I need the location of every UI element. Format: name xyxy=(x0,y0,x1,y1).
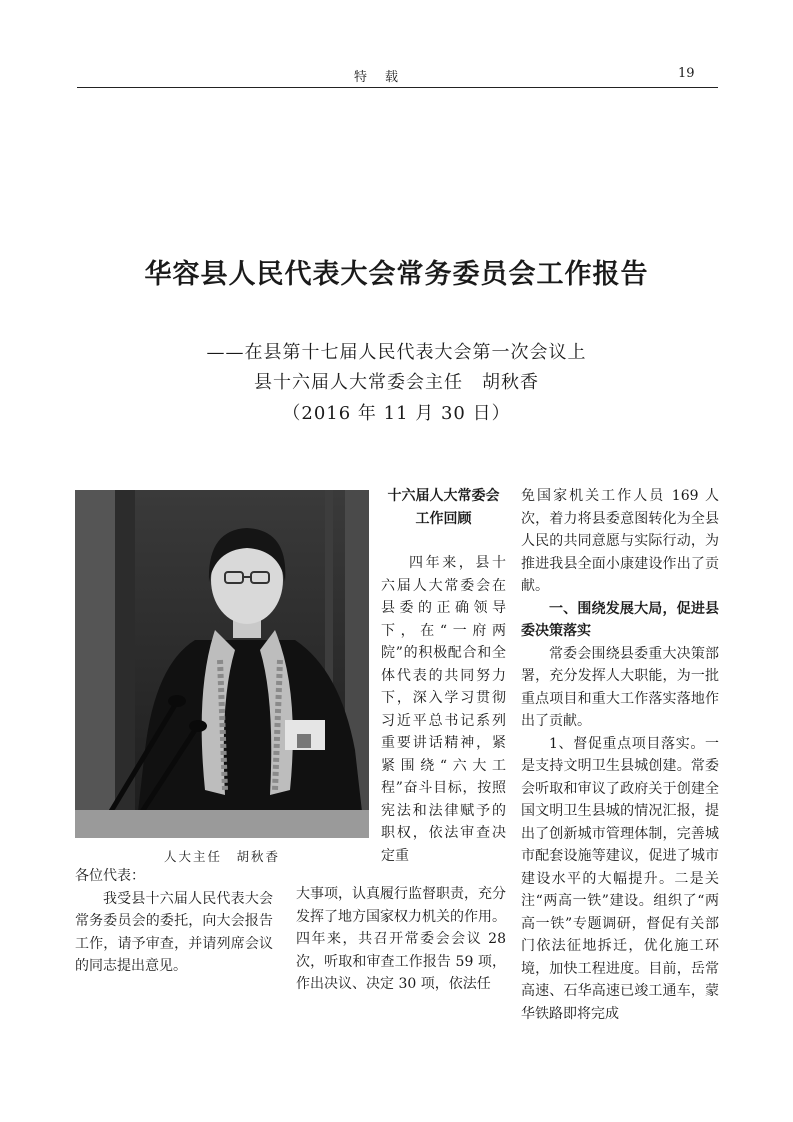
speaker-photo xyxy=(75,490,369,838)
column-right xyxy=(521,485,719,1025)
photo-caption: 人大主任 胡秋香 xyxy=(163,849,280,864)
greeting: 各位代表： xyxy=(75,868,145,884)
subtitle-date: （2016 年 11 月 30 日） xyxy=(282,403,511,424)
review-paragraph: 四年来，县十六届人大常委会在县委的正确领导下，在“一府两院”的积极配合和全体代表的共同努力下，深入学习贯彻习近平总书记系列重要讲话精神，紧紧围绕“六大工程”奋斗目标，按照宪法和法律赋予的职权，依法审查决定重 xyxy=(381,555,506,864)
review-paragraph-end: 免国家机关工作人员 169 人次，着力将县委意图转化为全县人民的共同意愿与实际行动，为推进我县全面小康建设作出了贡献。 xyxy=(521,488,719,594)
section1-heading: 一、围绕发展大局，促进县委决策落实 xyxy=(521,600,719,639)
column-middle-upper xyxy=(381,485,506,867)
section-heading-line2: 工作回顾 xyxy=(415,510,472,527)
section1-item1: 1、督促重点项目落实。一是支持文明卫生县城创建。常委会听取和审议了政府关于创建全国文明卫生县城的情况汇报，提出了创新城市管理体制，完善城市配套设施等建议，促进了城市建设水平的大幅提升。二是关注“两高一铁”建设。组织了“两高一铁”专题调研，督促有关部门依法征地拆迁，优化施工环境，加快工程进度。目前，岳常高速、石华高速已竣工通车，蒙华铁路即将完成 xyxy=(521,735,719,1022)
section-heading: 十六届人大常委会 xyxy=(387,488,500,504)
running-header-section: 特载 xyxy=(353,70,416,85)
header-divider xyxy=(77,87,718,88)
article-title: 华容县人民代表大会常务委员会工作报告 xyxy=(144,259,649,290)
subtitle-speaker: 县十六届人大常委会主任 胡秋香 xyxy=(254,372,539,393)
page-number: 19 xyxy=(678,66,695,81)
subtitle-occasion: ——在县第十七届人民代表大会第一次会议上 xyxy=(206,342,587,363)
opening-paragraph: 我受县十六届人民代表大会常务委员会的委托，向大会报告工作，请予审查，并请列席会议的同志提出意见。 xyxy=(75,890,273,974)
column-middle-lower xyxy=(296,883,506,996)
review-paragraph-continued: 大事项，认真履行监督职责，充分发挥了地方国家权力机关的作用。四年来，共召开常委会会议 28 次，听取和审查工作报告 59 项，作出决议、决定 30 项，依法任 xyxy=(296,886,506,992)
section1-intro: 常委会围绕县委重大决策部署，充分发挥人大职能，为一批重点项目和重大工作落实落地作出了贡献。 xyxy=(521,645,719,729)
column-left xyxy=(75,865,273,978)
